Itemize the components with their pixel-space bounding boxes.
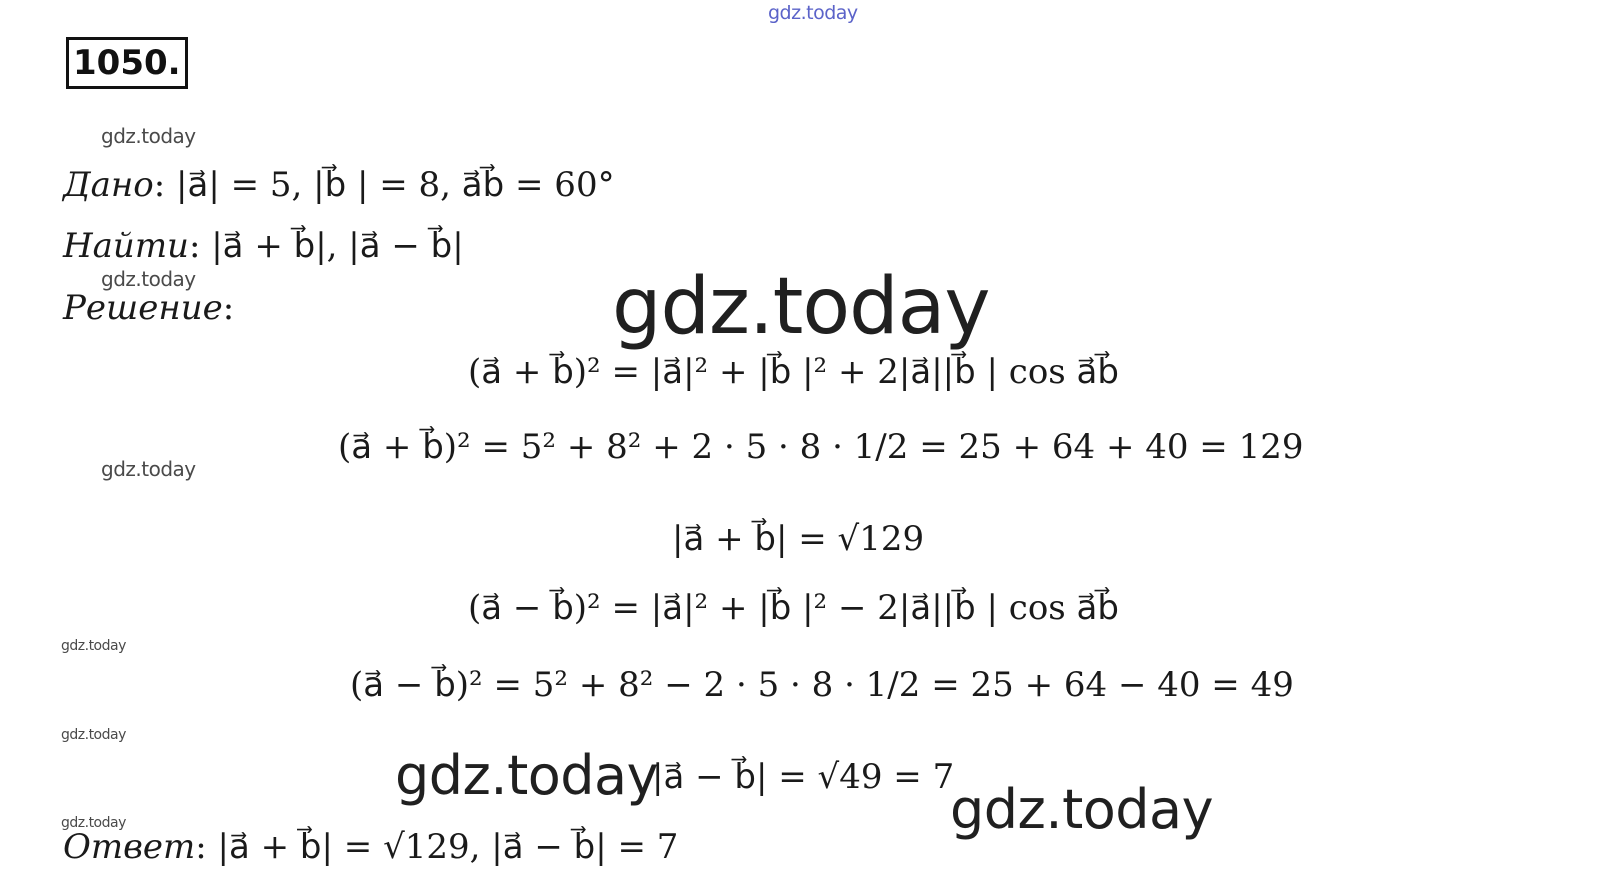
given-text: : |a⃗| = 5, |b⃗ | = 8, a⃗b⃗ = 60° [153, 165, 615, 205]
solution-label: Решение [63, 288, 223, 328]
find-label: Найти [63, 226, 189, 266]
given-label: Дано [63, 165, 154, 205]
watermark-small: gdz.today [61, 815, 126, 831]
watermark-top: gdz.today [768, 2, 858, 24]
answer-line [63, 827, 679, 867]
equation-line: |a⃗ − b⃗| = √49 = 7 [652, 757, 955, 797]
problem-number: 1050. [66, 37, 188, 89]
equation-line: (a⃗ + b⃗)² = |a⃗|² + |b⃗ |² + 2|a⃗||b⃗ | cos a⃗b⃗ [468, 352, 1119, 392]
watermark-small: gdz.today [61, 638, 126, 654]
watermark-large: gdz.today [395, 744, 659, 807]
solution-suffix: : [222, 288, 235, 328]
solution-line [63, 288, 235, 328]
answer-label: Ответ [63, 827, 196, 867]
watermark-small: gdz.today [61, 727, 126, 743]
watermark-side: gdz.today [101, 267, 196, 291]
given-line [63, 165, 615, 205]
watermark-side: gdz.today [101, 124, 196, 148]
equation-line: (a⃗ − b⃗)² = |a⃗|² + |b⃗ |² − 2|a⃗||b⃗ | cos a⃗b⃗ [468, 588, 1119, 628]
find-text: : |a⃗ + b⃗|, |a⃗ − b⃗| [188, 226, 464, 266]
watermark-large: gdz.today [950, 778, 1214, 841]
find-line [63, 226, 464, 266]
equation-line: |a⃗ + b⃗| = √129 [672, 519, 925, 559]
equation-line: (a⃗ − b⃗)² = 5² + 8² − 2 · 5 · 8 · 1/2 = 25 + 64 − 40 = 49 [350, 665, 1294, 705]
watermark-side: gdz.today [101, 457, 196, 481]
watermark-large: gdz.today [612, 262, 990, 352]
answer-text: : |a⃗ + b⃗| = √129, |a⃗ − b⃗| = 7 [195, 827, 679, 867]
equation-line: (a⃗ + b⃗)² = 5² + 8² + 2 · 5 · 8 · 1/2 = 25 + 64 + 40 = 129 [338, 427, 1304, 467]
